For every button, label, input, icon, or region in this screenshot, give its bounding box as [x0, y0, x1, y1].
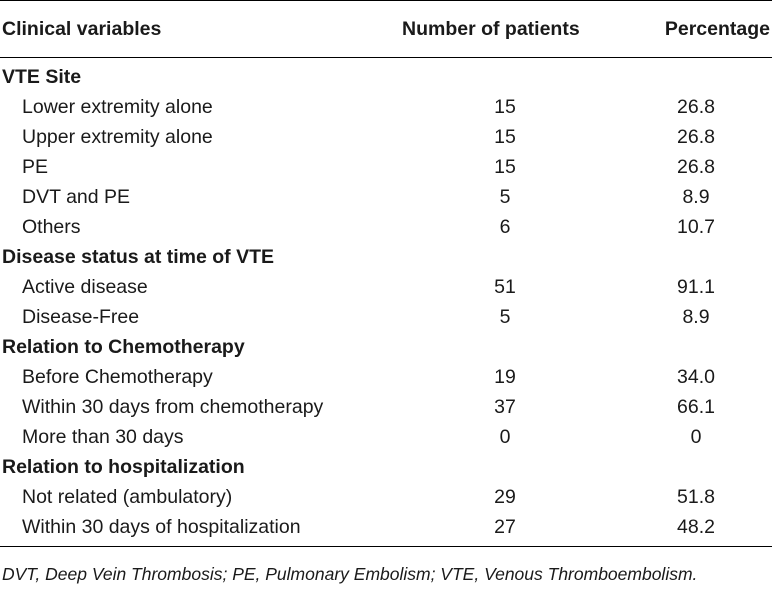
row-percentage: 91.1	[677, 276, 715, 298]
row-count: 19	[494, 366, 516, 388]
header-row	[0, 1, 772, 58]
section-row	[0, 242, 772, 272]
row-percentage: 8.9	[682, 186, 710, 208]
table-row	[0, 302, 772, 332]
header-number-of-patients: Number of patients	[402, 18, 580, 40]
table-body	[0, 58, 772, 547]
row-label: Disease-Free	[22, 306, 140, 328]
row-label: Lower extremity alone	[22, 96, 213, 118]
row-percentage: 34.0	[677, 366, 715, 388]
row-label: Others	[22, 216, 81, 238]
row-label: Upper extremity alone	[22, 126, 213, 148]
section-row	[0, 332, 772, 362]
row-percentage: 48.2	[620, 512, 772, 547]
section-row	[0, 58, 772, 93]
row-count: 29	[494, 486, 516, 508]
row-percentage: 0	[690, 426, 702, 448]
row-count: 0	[499, 426, 511, 448]
row-count: 5	[499, 306, 511, 328]
section-row	[0, 452, 772, 482]
row-label: Before Chemotherapy	[22, 366, 213, 388]
row-percentage: 66.1	[677, 396, 715, 418]
row-label: Not related (ambulatory)	[22, 486, 233, 508]
header-clinical-variables-text: Clinical variables	[2, 18, 162, 40]
section-title: Relation to hospitalization	[2, 456, 245, 478]
row-label: DVT and PE	[22, 186, 131, 208]
row-label: Active disease	[22, 276, 148, 298]
row-percentage: 8.9	[682, 306, 710, 328]
row-label: More than 30 days	[22, 426, 184, 448]
row-label: Within 30 days from chemotherapy	[22, 396, 324, 418]
row-label: PE	[22, 156, 49, 178]
table-row	[0, 182, 772, 212]
row-percentage: 51.8	[677, 486, 715, 508]
row-count: 6	[499, 216, 511, 238]
section-title: Relation to Chemotherapy	[2, 336, 245, 358]
row-count: 15	[494, 156, 516, 178]
table-row	[0, 122, 772, 152]
row-percentage: 26.8	[677, 96, 715, 118]
row-percentage: 10.7	[677, 216, 715, 238]
header-percentage: Percentage	[620, 1, 772, 58]
row-count: 15	[494, 126, 516, 148]
row-count: 51	[494, 276, 516, 298]
table-row	[0, 422, 772, 452]
row-percentage: 26.8	[677, 126, 715, 148]
row-label: Within 30 days of hospitalization	[0, 512, 390, 547]
header-clinical-variables	[0, 1, 620, 58]
row-count: 37	[494, 396, 516, 418]
row-count: 27	[390, 512, 620, 547]
table-row	[0, 362, 772, 392]
table-footnote: DVT, Deep Vein Thrombosis; PE, Pulmonary Embolism; VTE, Venous Thromboembolism.	[2, 564, 698, 584]
table-row	[0, 482, 772, 512]
row-count: 15	[494, 96, 516, 118]
table-row	[0, 212, 772, 242]
table-row	[0, 152, 772, 182]
row-percentage: 26.8	[677, 156, 715, 178]
section-title: VTE Site	[2, 66, 82, 88]
table-row	[0, 512, 772, 547]
row-count: 5	[499, 186, 511, 208]
section-title: Disease status at time of VTE	[2, 246, 275, 268]
table-row	[0, 272, 772, 302]
table-row	[0, 92, 772, 122]
table-row	[0, 392, 772, 422]
